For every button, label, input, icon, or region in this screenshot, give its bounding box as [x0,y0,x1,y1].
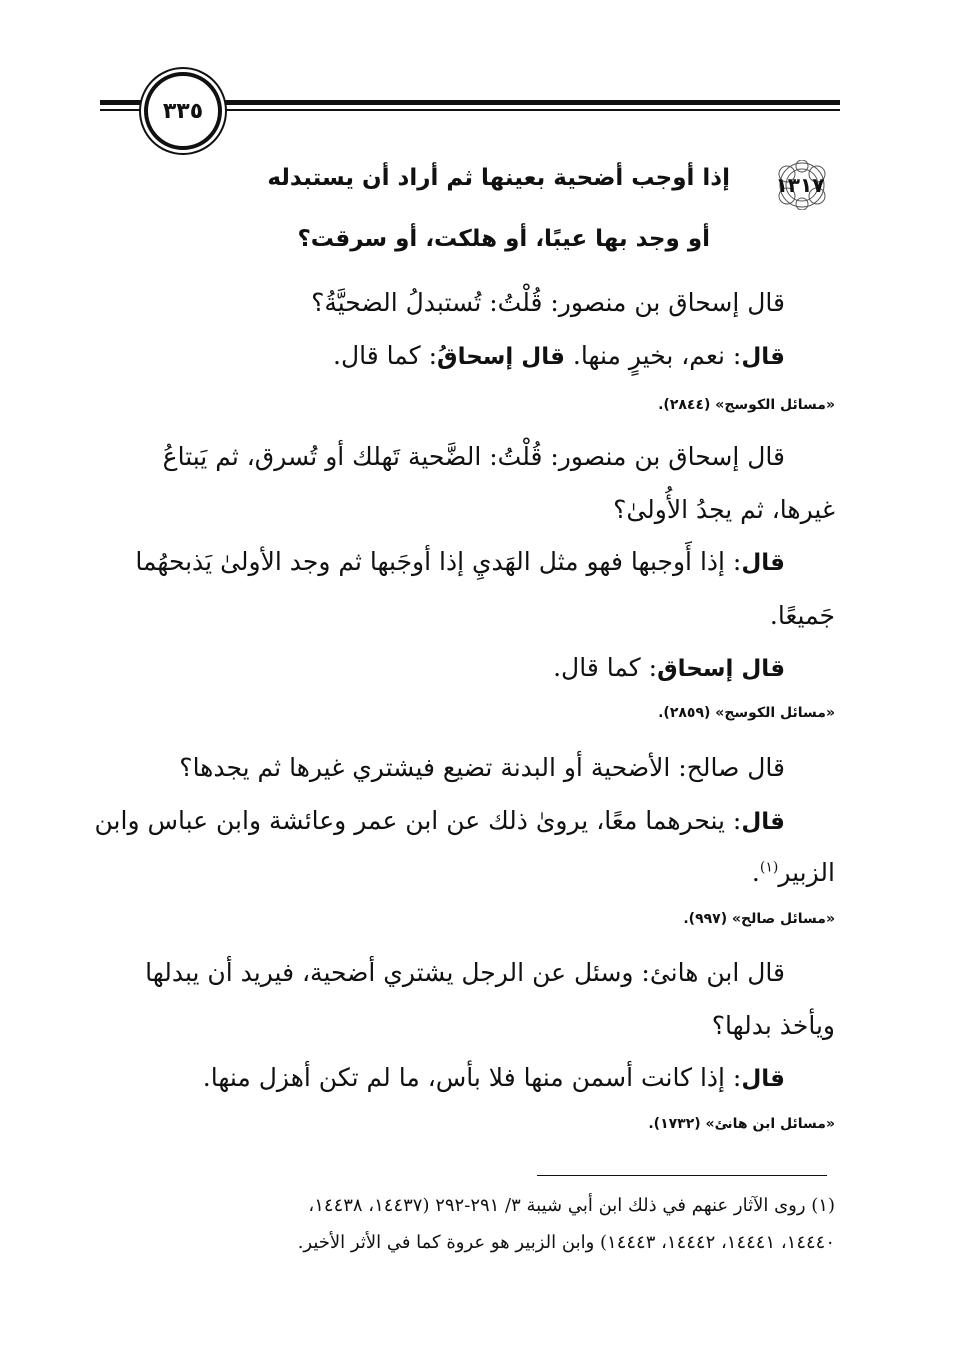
answer-body: : إذا أَوجبها فهو مثل الهَديِ إذا أوجَبها ثم وجد الأولىٰ يَذبحهُما [135,547,742,576]
answer-text [95,808,785,834]
answer-text [95,1065,785,1091]
answer-text [115,860,835,885]
source-citation: «مسائل صالح» (٩٩٧). [683,911,835,927]
question-text: غيرها، ثم يجدُ الأُولىٰ؟ [613,495,835,524]
question-text: ويأخذ بدلها؟ [711,1011,835,1040]
footnote-text: ١٤٤٤٠، ١٤٤٤١، ١٤٤٤٢، ١٤٤٤٣) وابن الزبير هو عروة كما في الأثر الأخير. [297,1232,835,1253]
answer-label: قال إسحاقُ [437,344,565,370]
footnote-ref[interactable]: (١) [759,859,779,876]
answer-body: : كما قال. [553,653,658,682]
answer-label: قال [741,1066,785,1092]
answer-body: : إذا كانت أسمن منها فلا بأس، ما لم تكن أهزل منها. [202,1063,742,1092]
answer-label: قال [741,344,785,370]
answer-end: . [751,858,760,887]
issue-number-badge [755,160,845,210]
answer-text: جَميعًا. [769,601,835,630]
answer-body: : ينحرهما معًا، يرویٰ ذلك عن ابن عمر وعائشة وابن عباس وابن [94,806,742,835]
answer-text [95,655,785,681]
answer-body: : كما قال. [333,341,437,370]
footnote-text: (١) روى الآثار عنهم في ذلك ابن أبي شيبة ٣/ ٢٩١-٢٩٢ (١٤٤٣٧، ١٤٤٣٨، [308,1195,835,1216]
question-text: قال إسحاق بن منصور: قُلْتُ: تُستبدلُ الضحيَّةُ؟ [311,288,785,317]
source-citation: «مسائل الكوسج» (٢٨٤٤). [658,397,835,413]
answer-label: قال [741,809,785,835]
answer-label: قال [741,550,785,576]
issue-number: ١٣١٧ [775,173,825,197]
question-text: قال ابن هانئ: وسئل عن الرجل يشتري أضحية، فيريد أن يبدلها [145,958,785,987]
answer-label: قال إسحاق [657,656,785,682]
answer-body: الزبير [778,858,835,887]
answer-text [95,343,785,369]
section-heading-line2: أو وجد بها عيبًا، أو هلكت، أو سرقت؟ [297,226,710,252]
answer-body: : نعم، بخيرٍ منها. [572,341,742,370]
source-citation: «مسائل ابن هانئ» (١٧٣٢). [648,1116,835,1132]
footnote-separator [537,1175,827,1176]
page-number: ٣٣٥ [144,72,222,150]
section-heading-line1: إذا أوجب أضحية بعينها ثم أراد أن يستبدله [267,165,730,191]
page-header [100,62,840,142]
question-text: قال صالح: الأضحية أو البدنة تضيع فيشتري غيرها ثم يجدها؟ [179,753,785,782]
question-text: قال إسحاق بن منصور: قُلْتُ: الضَّحية تَهلك أو تُسرق، ثم يَبتاعُ [162,442,785,471]
answer-text [95,549,785,575]
source-citation: «مسائل الكوسج» (٢٨٥٩). [658,705,835,721]
